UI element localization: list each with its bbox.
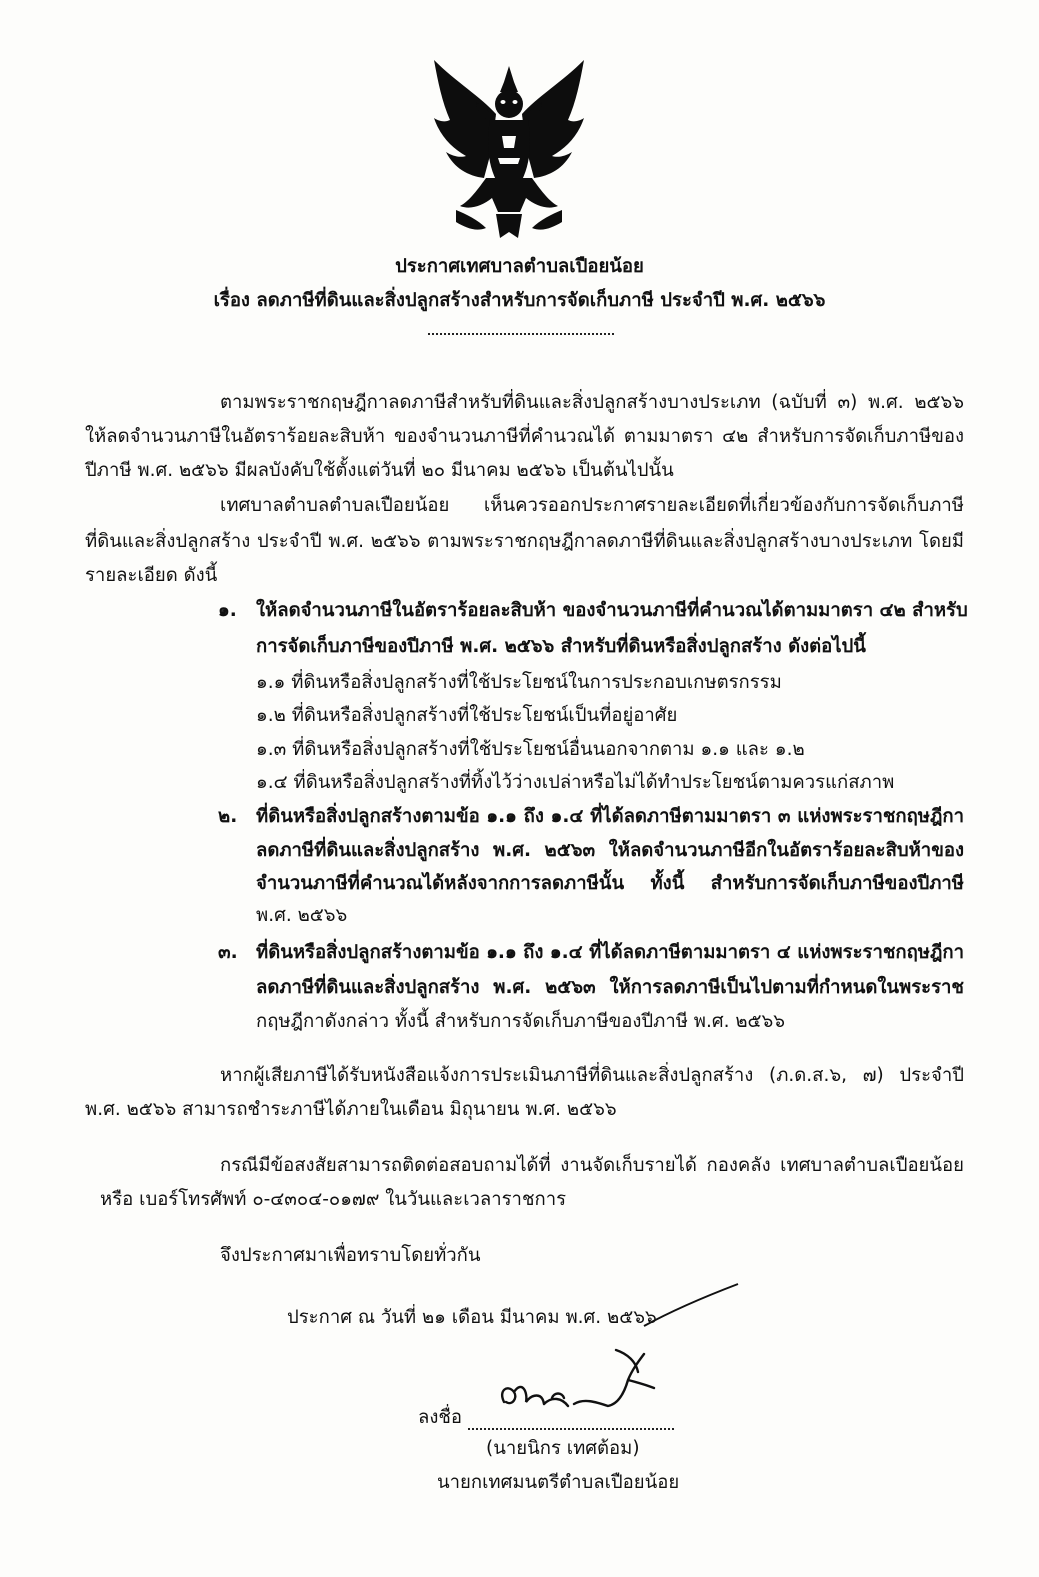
signer-position: นายกเทศมนตรีตำบลเปือยน้อย — [437, 1472, 680, 1493]
item-line: การจัดเก็บภาษีของปีภาษี พ.ศ. ๒๕๖๖ สำหรับที่ดินหรือสิ่งปลูกสร้าง ดังต่อไปนี้ — [256, 636, 866, 657]
intro-line: ตามพระราชกฤษฎีกาลดภาษีสำหรับที่ดินและสิ่งปลูกสร้างบางประเภท (ฉบับที่ ๓) พ.ศ. ๒๕๖๖ — [220, 392, 964, 413]
contact-line: กรณีมีข้อสงสัยสามารถติดต่อสอบถามได้ที่ งานจัดเก็บรายได้ กองคลัง เทศบาลตำบลเปือยน้อย — [220, 1155, 964, 1176]
para2-line: เทศบาลตำบลตำบลเปือยน้อย เห็นควรออกประกาศรายละเอียดที่เกี่ยวข้องกับการจัดเก็บภาษี — [220, 495, 964, 516]
subitem: ๑.๔ ที่ดินหรือสิ่งปลูกสร้างที่ทิ้งไว้ว่างเปล่าหรือไม่ได้ทำประโยชน์ตามควรแก่สภาพ — [256, 772, 895, 793]
item-line: พ.ศ. ๒๕๖๖ — [256, 905, 348, 926]
handwritten-stroke-icon — [636, 1278, 746, 1334]
item-line: ที่ดินหรือสิ่งปลูกสร้างตามข้อ ๑.๑ ถึง ๑.๔ ที่ได้ลดภาษีตามมาตรา ๔ แห่งพระราชกฤษฎีกา — [256, 942, 964, 963]
item-line: ที่ดินหรือสิ่งปลูกสร้างตามข้อ ๑.๑ ถึง ๑.๔ ที่ได้ลดภาษีตามมาตรา ๓ แห่งพระราชกฤษฎีกา — [256, 806, 964, 827]
item-number: ๒. — [218, 806, 238, 827]
item-line: กฤษฎีกาดังกล่าว ทั้งนี้ สำหรับการจัดเก็บภาษีของปีภาษี พ.ศ. ๒๕๖๖ — [256, 1011, 786, 1032]
closing-text: จึงประกาศมาเพื่อทราบโดยทั่วกัน — [220, 1245, 481, 1266]
item-line: ลดภาษีที่ดินและสิ่งปลูกสร้าง พ.ศ. ๒๕๖๓ ให้ลดจำนวนภาษีอีกในอัตราร้อยละสิบห้าของ — [256, 840, 964, 861]
item-number: ๑. — [218, 600, 237, 621]
item-line: ให้ลดจำนวนภาษีในอัตราร้อยละสิบห้า ของจำนวนภาษีที่คำนวณได้ตามมาตรา ๔๒ สำหรับ — [256, 600, 968, 621]
para2-line: ที่ดินและสิ่งปลูกสร้าง ประจำปี พ.ศ. ๒๕๖๖ ตามพระราชกฤษฎีกาลดภาษีที่ดินและสิ่งปลูกสร้างบางประเภท โดยมี — [85, 531, 964, 552]
announcement-title: ประกาศเทศบาลตำบลเปือยน้อย — [395, 256, 644, 277]
payment-line: พ.ศ. ๒๕๖๖ สามารถชำระภาษีได้ภายในเดือน มิถุนายน พ.ศ. ๒๕๖๖ — [85, 1099, 617, 1120]
payment-line: หากผู้เสียภาษีได้รับหนังสือแจ้งการประเมินภาษีที่ดินและสิ่งปลูกสร้าง (ภ.ด.ส.๖, ๗) ประจำปี — [220, 1065, 964, 1086]
sign-label: ลงชื่อ — [418, 1407, 463, 1428]
intro-line: ให้ลดจำนวนภาษีในอัตราร้อยละสิบห้า ของจำนวนภาษีที่คำนวณได้ ตามมาตรา ๔๒ สำหรับการจัดเก็บภาษีของ — [85, 426, 964, 447]
item-line: ลดภาษีที่ดินและสิ่งปลูกสร้าง พ.ศ. ๒๕๖๓ ให้การลดภาษีเป็นไปตามที่กำหนดในพระราช — [256, 977, 964, 998]
contact-line: หรือ เบอร์โทรศัพท์ ๐-๔๓๐๔-๐๑๗๙ ในวันและเวลาราชการ — [100, 1189, 567, 1210]
signer-name: (นายนิกร เทศต้อม) — [486, 1438, 640, 1459]
item-line: จำนวนภาษีที่คำนวณได้หลังจากการลดภาษีนั้น ทั้งนี้ สำหรับการจัดเก็บภาษีของปีภาษี — [256, 873, 964, 894]
date-line: ประกาศ ณ วันที่ ๒๑ เดือน มีนาคม พ.ศ. ๒๕๖๖ — [287, 1307, 657, 1328]
title-divider — [428, 333, 614, 335]
announcement-subject: เรื่อง ลดภาษีที่ดินและสิ่งปลูกสร้างสำหรับการจัดเก็บภาษี ประจำปี พ.ศ. ๒๕๖๖ — [213, 290, 826, 311]
subitem: ๑.๒ ที่ดินหรือสิ่งปลูกสร้างที่ใช้ประโยชน์เป็นที่อยู่อาศัย — [256, 705, 678, 726]
para2-line: รายละเอียด ดังนี้ — [85, 565, 218, 586]
item-number: ๓. — [218, 942, 238, 963]
intro-line: ปีภาษี พ.ศ. ๒๕๖๖ มีผลบังคับใช้ตั้งแต่วันที่ ๒๐ มีนาคม ๒๕๖๖ เป็นต้นไปนั้น — [85, 460, 674, 481]
signature-icon — [488, 1332, 678, 1422]
signature-line — [468, 1428, 674, 1430]
subitem: ๑.๓ ที่ดินหรือสิ่งปลูกสร้างที่ใช้ประโยชน์อื่นนอกจากตาม ๑.๑ และ ๑.๒ — [256, 739, 805, 760]
subitem: ๑.๑ ที่ดินหรือสิ่งปลูกสร้างที่ใช้ประโยชน์ในการประกอบเกษตรกรรม — [256, 672, 782, 693]
garuda-emblem-icon — [426, 52, 592, 244]
